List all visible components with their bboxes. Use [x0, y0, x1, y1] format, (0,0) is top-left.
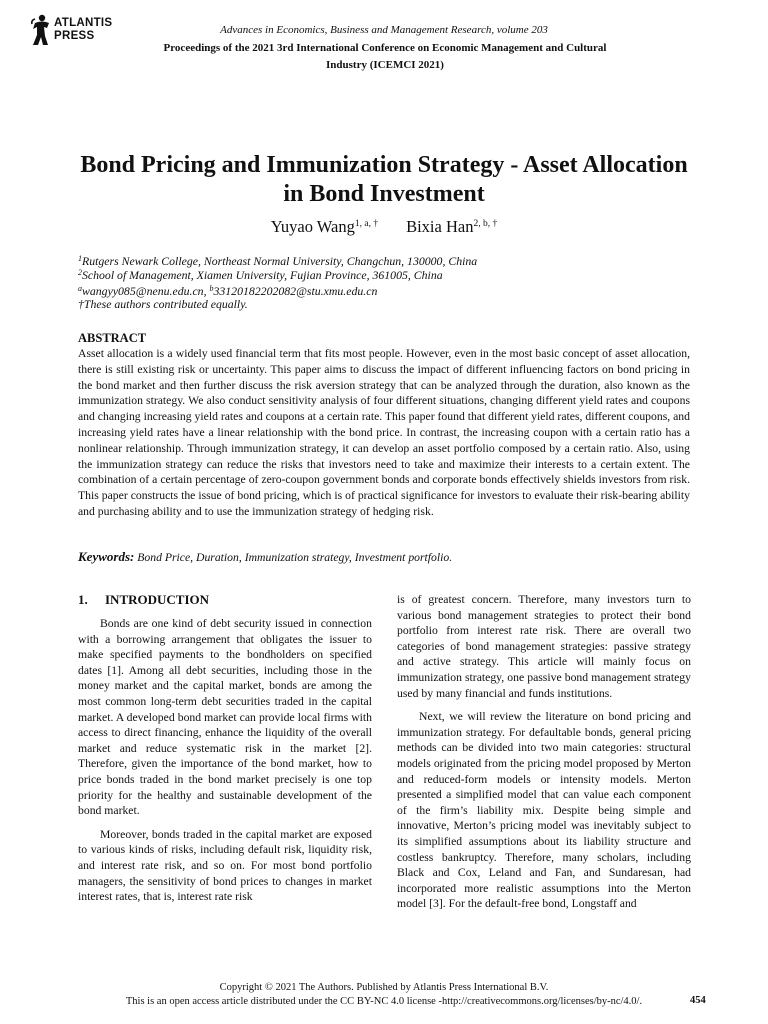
- body-paragraph: is of greatest concern. Therefore, many investors turn to various bond management strategies to protect their bond portfolio from interest rate risk. There are overall two categories of bond management strategies: passive strategy and active strategy. This article will mainly focus on immunization strategy, one passive bond management strategy used by many financial and funds institutions.: [397, 593, 691, 700]
- right-column: [397, 592, 691, 920]
- keywords-text: Bond Price, Duration, Immunization strategy, Investment portfolio.: [137, 551, 453, 564]
- author-name: Bixia Han: [406, 217, 474, 236]
- author-name: Yuyao Wang: [270, 217, 355, 236]
- author-marks: 2, b, †: [473, 219, 498, 229]
- body-paragraph: Moreover, bonds traded in the capital market are exposed to various kinds of risks, including default risk, liquidity risk, and interest rate risk, and so on. For most bond portfolio managers, the sensitivity of bond prices to changes in market interest rates, that is, interest rate risk: [78, 827, 372, 904]
- equal-contribution-note: †These authors contributed equally.: [78, 297, 248, 311]
- logo-text-line2: PRESS: [54, 30, 95, 42]
- paper-title: Bond Pricing and Immunization Strategy - Asset Allocation in Bond Investment: [80, 152, 688, 207]
- abstract-heading: ABSTRACT: [78, 331, 147, 345]
- journal-header: Advances in Economics, Business and Management Research, volume 203: [220, 24, 548, 36]
- body-paragraph: Bonds are one kind of debt security issued in connection with a borrowing arrangement that obligates the issuer to make specified payments to the bondholders on specified dates [1]. Among all debt securities, including those in the money market and the capital market, bonds are among the most common long-term debt securities traded in the capital market. A developed bond market can provide local firms with access to direct financing, enhance the liquidity of the overall market and reduce systematic risk in the market [2]. Therefore, given the importance of the bond market, how to price bonds traded in the bond market precisely is one top priority for the healthy and sustainable development of the bond market.: [78, 617, 372, 818]
- affiliation-2: $^2$School of Management, Xiamen University, Fujian Province, 361005, China: [78, 268, 443, 282]
- body-paragraph: Next, we will review the literature on bond pricing and immunization strategy. For defaultable bonds, general pricing methods can be divided into two main categories: structural models originated from the pricing model proposed by Merton and reduced-form models or intensity models. Merton presented a simplified model that can value each component of the firm’s liability mix. Despite being simple and innovative, Merton’s pricing model was inevitably subject to its simplified assumptions about its liability structure and costless bankruptcy. Therefore, many scholars, including Black and Cox, Leland and Fan, and Sundaresan, had incorporated more realistic assumptions into the Merton model [3]. For the default-free bond, Longstaff and: [397, 710, 691, 911]
- page-number: 454: [690, 995, 706, 1006]
- logo-text-line1: ATLANTIS: [54, 17, 113, 29]
- copyright-line: Copyright © 2021 The Authors. Published by Atlantis Press International B.V.: [219, 982, 549, 993]
- license-line: This is an open access article distributed under the CC BY-NC 4.0 license -http://creativecommons.org/licenses/by-nc/4.0/.: [125, 996, 643, 1007]
- conference-header: Proceedings of the 2021 3rd International Conference on Economic Management and Cultural Industry (ICEMCI 2021): [163, 42, 607, 71]
- keywords: [78, 549, 690, 565]
- author-emails: $^a$wangyy085@nenu.edu.cn, $^b$33120182202082@stu.xmu.edu.cn: [78, 284, 378, 298]
- author-marks: 1, a, †: [354, 219, 379, 229]
- affiliation-1: $^1$Rutgers Newark College, Northeast Normal University, Changchun, 130000, China: [78, 254, 478, 268]
- left-column: [78, 592, 372, 913]
- keywords-label: Keywords:: [78, 549, 135, 564]
- page-footer: [0, 981, 768, 1009]
- section-heading-introduction: 1. INTRODUCTION: [78, 592, 210, 607]
- abstract-text: Asset allocation is a widely used financial term that fits most people. However, even in the most basic concept of asset allocation, there is still existing risk or uncertainty. This paper aims to discuss the impact of different influencing factors on bond pricing in the bond market and then further discuss the risk aversion strategy that can be analyzed through the duration, also known as the immunization strategy. We also conduct sensitivity analysis of four different situations, changing different yield rates and coupons and changing increasing yield rates and coupons at a certain rate. This paper found that different yield rates, different coupons, and increasing yield rates have a linear relationship with the bond price. In contrast, the increasing coupon with a certain ratio has a nonlinear relationship. Through immunization strategy, it can develop an asset portfolio composed by a certain ratio. Also, using the immunization strategy can reduce the risks that investors need to take and maximize their interests to a certain extent. The combination of a certain percentage of zero-coupon government bonds and corporate bonds effectively shields investors from risk. This paper constructs the issue of bond pricing, which is of practical significance for investors to evaluate their risk-bearing ability and purchasing ability and to use the immunization strategy of hedging risk.: [78, 347, 690, 518]
- author-list: [0, 217, 768, 237]
